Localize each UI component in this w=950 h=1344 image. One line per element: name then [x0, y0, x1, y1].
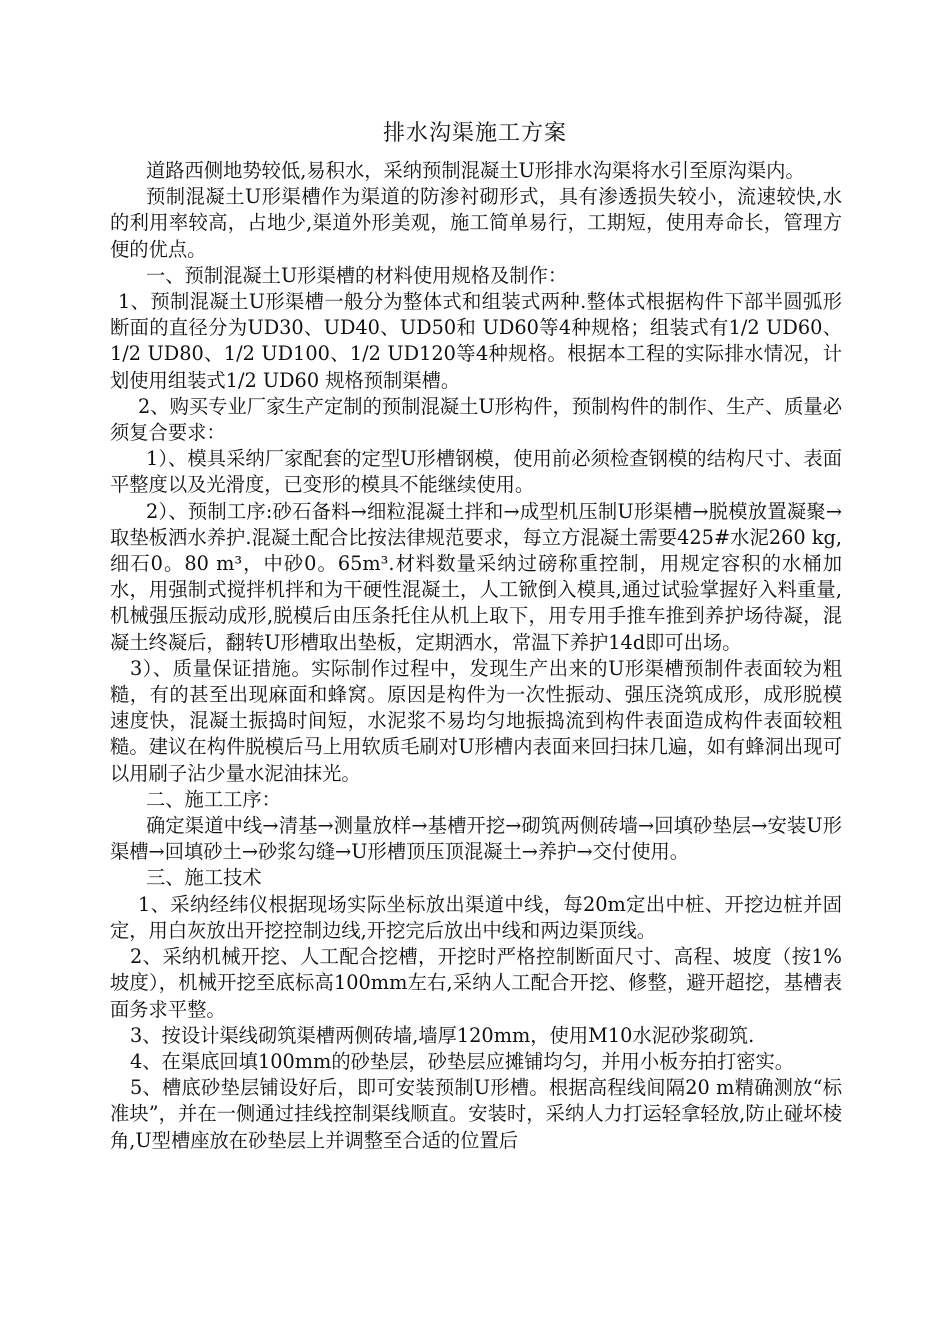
paragraph-tech-4: 4、在渠底回填100mm的砂垫层，砂垫层应摊铺均匀，并用小板夯拍打密实。	[130, 1049, 795, 1073]
heading-section-2: 二、施工工序：	[146, 787, 281, 811]
paragraph-intro: 道路西侧地势较低,易积水，采纳预制混凝土U形排水沟渠将水引至原沟渠内。	[146, 159, 805, 182]
heading-section-3: 三、施工技术	[146, 866, 262, 890]
paragraph-advantages: 预制混凝土U形渠槽作为渠道的防渗衬砌形式，具有渗透损失较小，流速较快,水的利用率较高，占地少,渠道外形美观，施工简单易行，工期短，使用寿命长，管理方便的优点。	[110, 185, 842, 261]
heading-section-1: 一、预制混凝土U形渠槽的材料使用规格及制作：	[146, 263, 568, 287]
paragraph-tech-2: 2、采纳机械开挖、人工配合挖槽，开挖时严格控制断面尺寸、高程、坡度（按1%坡度），机械开挖至底标高100mm左右,采纳人工配合开挖、修整，避开超挖，基槽表面务求平整。	[110, 945, 842, 1021]
paragraph-subitem-1: 1）、模具采纳厂家配套的定型U形槽钢模，使用前必须检查钢模的结构尺寸、表面平整度以及光滑度，已变形的模具不能继续使用。	[110, 447, 842, 497]
paragraph-tech-5: 5、槽底砂垫层铺设好后，即可安装预制U形槽。根据高程线间隔20 m精确测放“标准块”，并在一侧通过挂线控制渠线顺直。安装时，采纳人力打运轻拿轻放,防止碰坏棱角,U型槽座放在砂垫层上并调整至合适的位置后	[110, 1076, 842, 1152]
paragraph-item-1: 1、预制混凝土U形渠槽一般分为整体式和组装式两种.整体式根据构件下部半圆弧形断面的直径分为UD30、UD40、UD50和 UD60等4种规格；组装式有1/2 UD60、1/2 UD80、1/2 UD100、1/2 UD120等4种规格。根据本工程的实际排水情况，计划使用组装式1/2 UD60 规格预制渠槽。	[110, 290, 842, 392]
paragraph-subitem-2: 2）、预制工序:砂石备料→细粒混凝土拌和→成型机压制U形渠槽→脱模放置凝聚→取垫板洒水养护.混凝土配合比按法律规范要求，每立方混凝土需要425#水泥260 kg,细石0。80 m³，中砂0。65m³.材料数量采纳过磅称重控制，用规定容积的水桶加水，用强制式搅拌机拌和为干硬性混凝土，人工锨倒入模具,通过试验掌握好入料重量,机械强压振动成形,脱模后由压条托住从机上取下，用专用手推车推到养护场待凝，混凝土终凝后，翻转U形槽取出垫板，定期洒水，常温下养护14d即可出场。	[110, 499, 842, 654]
paragraph-item-2: 2、购买专业厂家生产定制的预制混凝土U形构件，预制构件的制作、生产、质量必须复合要求：	[110, 394, 842, 445]
paragraph-tech-1: 1、采纳经纬仪根据现场实际坐标放出渠道中线，每20m定出中桩、开挖边桩并固定，用白灰放出开挖控制边线,开挖完后放出中线和两边渠顶线。	[110, 892, 842, 942]
paragraph-process: 确定渠道中线→清基→测量放样→基槽开挖→砌筑两侧砖墙→回填砂垫层→安装U形渠槽→回填砂土→砂浆勾缝→U形槽顶压顶混凝土→养护→交付使用。	[110, 814, 842, 864]
paragraph-tech-3: 3、按设计渠线砌筑渠槽两侧砖墙,墙厚120mm，使用M10水泥砂浆砌筑.	[130, 1023, 755, 1047]
paragraph-subitem-3: 3）、质量保证措施。实际制作过程中，发现生产出来的U形渠槽预制件表面较为粗糙，有的甚至出现麻面和蜂窝。原因是构件为一次性振动、强压浇筑成形，成形脱模速度快，混凝土振捣时间短，水泥浆不易均匀地振捣流到构件表面造成构件表面较粗糙。建议在构件脱模后马上用软质毛刷对U形槽内表面来回扫抹几遍，如有蜂洞出现可以用刷子沾少量水泥油抹光。	[110, 656, 842, 785]
document-body	[110, 158, 842, 1154]
document-title: 排水沟渠施工方案	[382, 121, 567, 146]
